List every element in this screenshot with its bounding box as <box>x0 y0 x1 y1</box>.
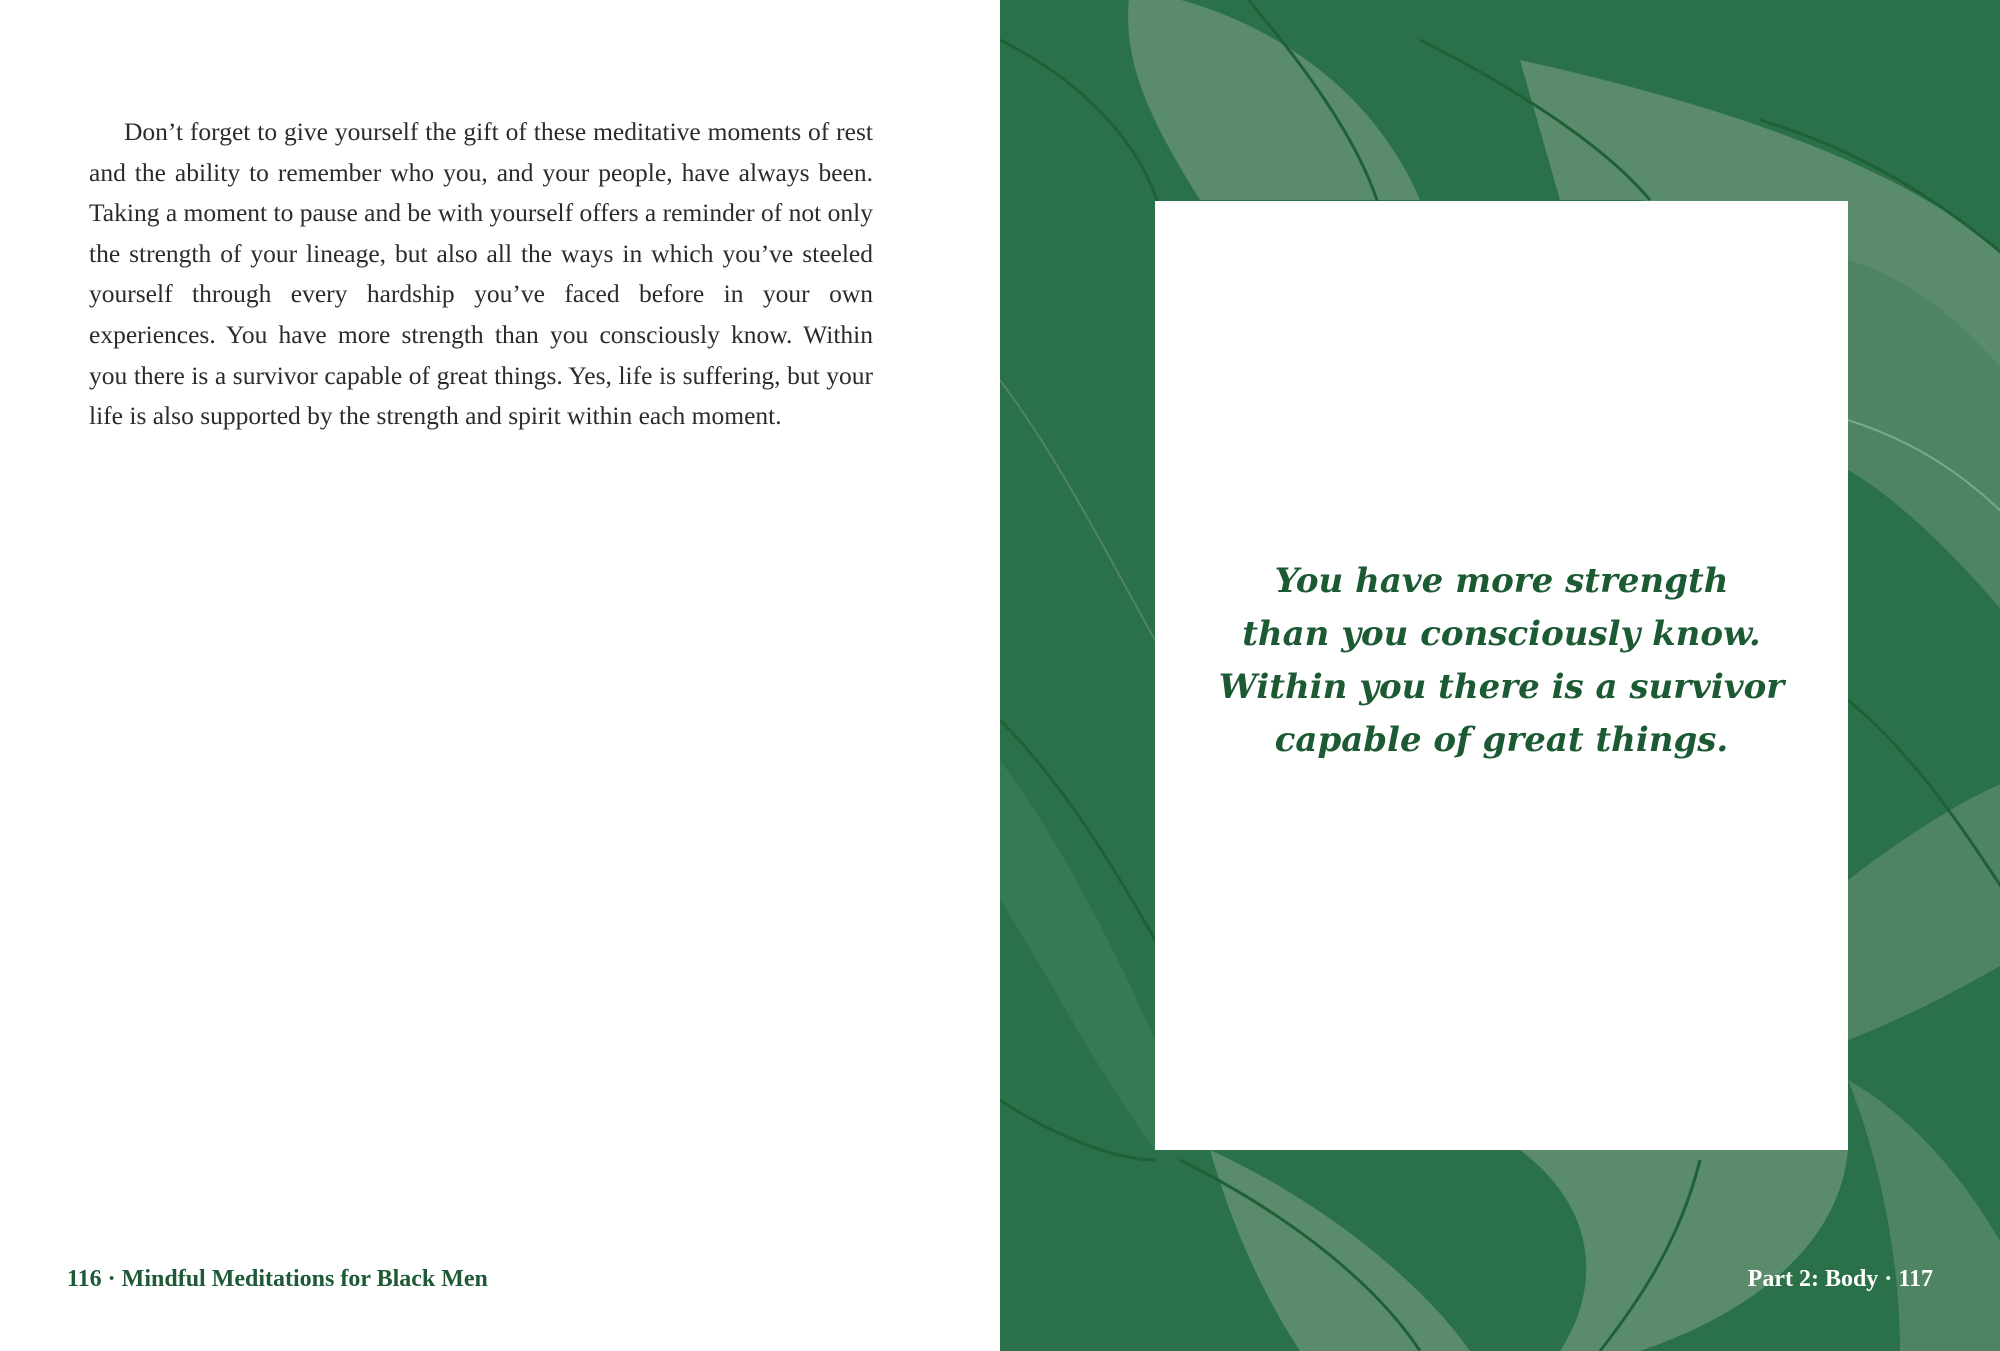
leaf-shape <box>1520 1150 1848 1351</box>
leaf-shape <box>1848 1080 2000 1351</box>
right-page-folio: Part 2: Body · 117 <box>1747 1266 1933 1292</box>
pull-quote <box>1155 555 1848 767</box>
quote-line: Within you there is a survivor <box>1218 667 1785 707</box>
quote-line: You have more strength <box>1274 561 1729 601</box>
leaf-shape <box>1000 760 1155 1150</box>
leaf-line <box>1000 380 1155 640</box>
right-page <box>1000 0 2000 1351</box>
leaf-shape <box>1848 780 2000 1040</box>
leaf-shape <box>1210 1150 1470 1351</box>
quote-line: than you consciously know. <box>1242 614 1761 654</box>
quote-line: capable of great things. <box>1274 720 1729 760</box>
left-page-folio: 116 · Mindful Meditations for Black Men <box>67 1266 488 1292</box>
body-paragraph: Don’t forget to give yourself the gift of these meditative moments of rest and the ability to remember who you, and your people, have always been. Taking a moment to pause and be with yourself offers a reminder of not only the strength of your lineage, but also all the ways in which you’ve steeled yourself through every hardship you’ve faced before in your own experiences. You have more strength than you consciously know. Within you there is a survivor capable of great things. Yes, life is suffering, but your life is also supported by the strength and spirit within each moment. <box>89 117 873 431</box>
quote-card <box>1155 201 1848 1150</box>
